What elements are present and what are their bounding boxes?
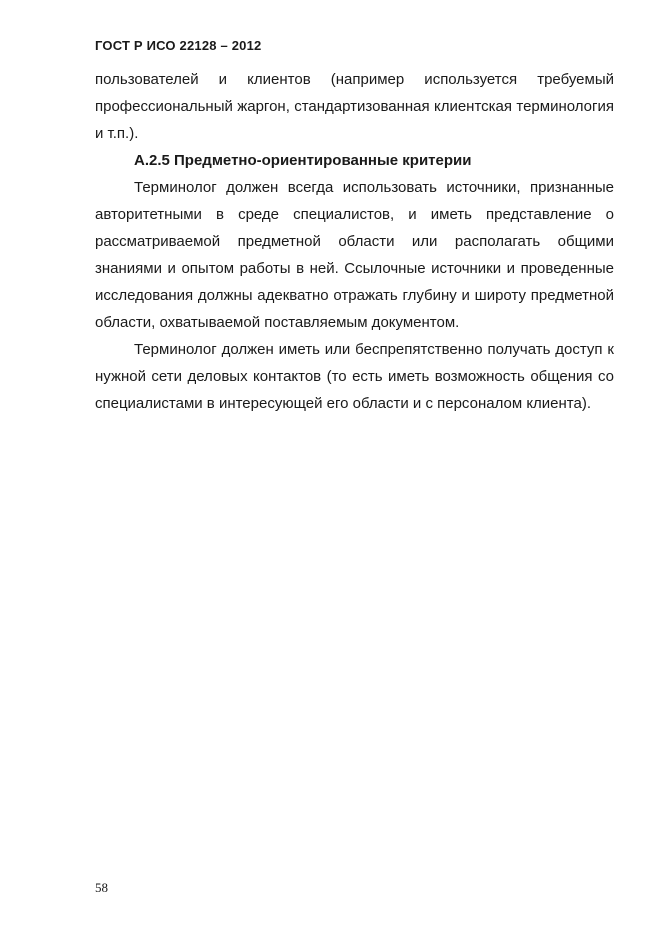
paragraph-contacts: Терминолог должен иметь или беспрепятственно получать доступ к нужной сети деловых контактов (то есть иметь возможность общения со специалистами в интересующей его области и с персоналом клиента). — [95, 341, 614, 412]
paragraph-continuation: пользователей и клиентов (например используется требуемый профессиональный жаргон, стандартизованная клиентская терминология и т.п.). — [95, 71, 614, 142]
document-body — [95, 66, 614, 417]
document-header: ГОСТ Р ИСО 22128 – 2012 — [95, 38, 262, 53]
page-number: 58 — [95, 880, 108, 895]
section-heading: А.2.5 Предметно-ориентированные критерии — [134, 152, 472, 169]
paragraph-sources: Терминолог должен всегда использовать источники, признанные авторитетными в среде специалистов, и иметь представление о рассматриваемой предметной области или располагать общими знаниями и опытом работы в ней. Ссылочные источники и проведенные исследования должны адекватно отражать глубину и широту предметной области, охватываемой поставляемым документом. — [95, 179, 614, 331]
